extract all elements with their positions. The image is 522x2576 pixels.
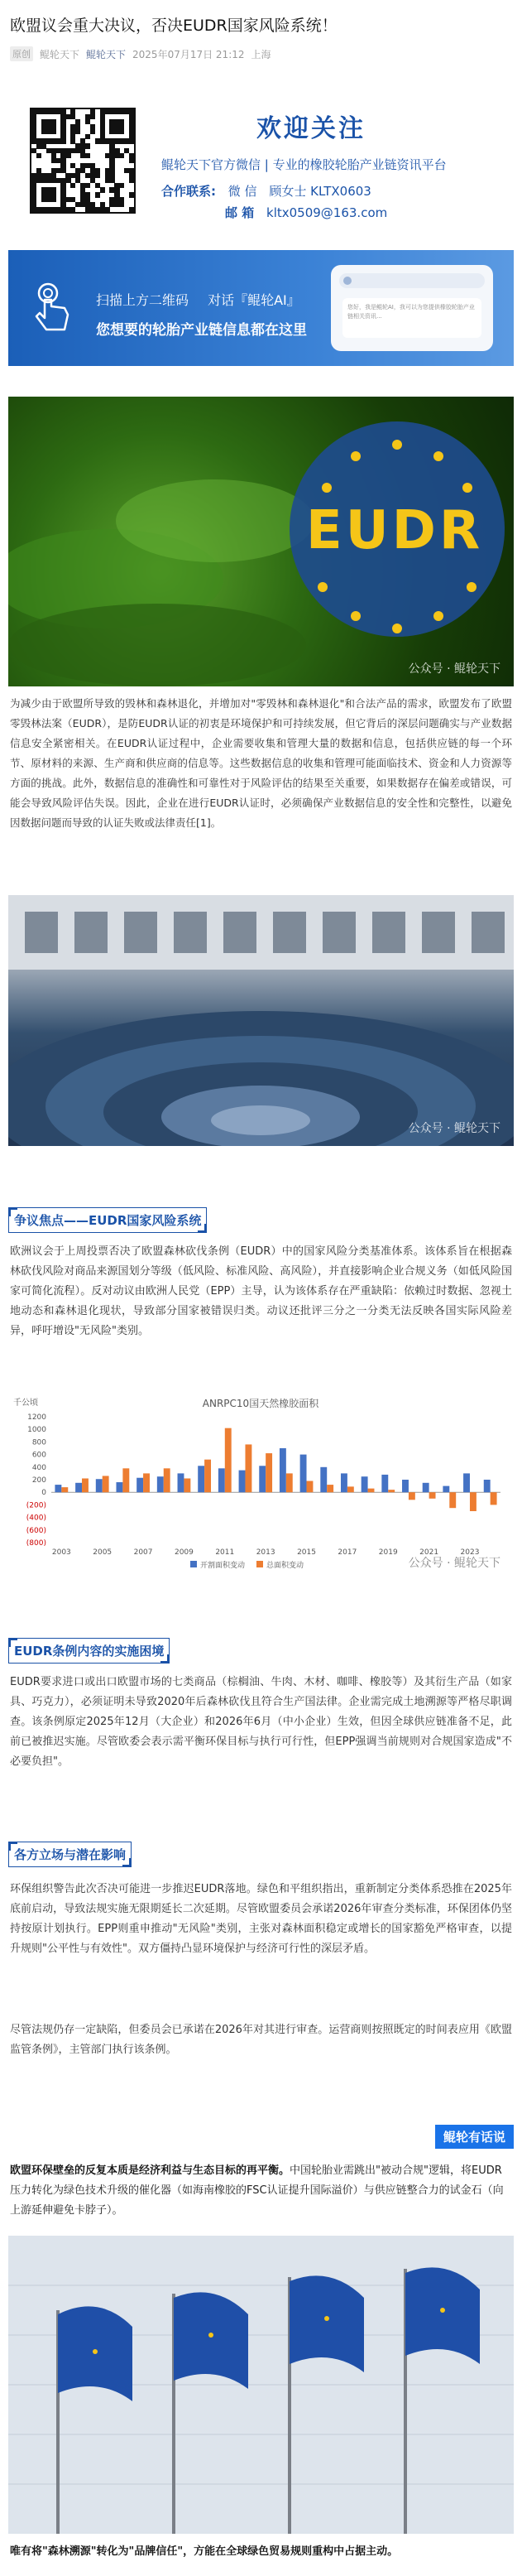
qr-cell [105,207,110,212]
chart-bar [55,1485,61,1492]
contact-label: 合作联系: [161,184,216,199]
parliament-photo [8,895,514,1146]
chart-bar [61,1487,68,1492]
eudr-photo [8,397,514,686]
qr-cell [95,173,100,178]
chart-ytick-label: (200) [26,1501,46,1510]
qr-cell [129,158,134,163]
wechat-value: 顾女士 KLTX0603 [269,184,371,199]
chart-xtick-label: 2023 [460,1548,480,1557]
chart-xtick-label: 2009 [174,1548,194,1557]
chart-watermark: 公众号 · 鲲轮天下 [408,1557,500,1570]
chat-bubble: 您好，我是鲲轮AI，我可以为您提供橡胶轮胎产业链相关资讯... [342,298,481,338]
chart-bar [259,1466,266,1492]
parliament-illustration [8,895,514,1146]
chart-bar [443,1486,449,1493]
chart-xtick-label: 2005 [93,1548,113,1557]
chart-legend-label: 总面积变动 [266,1562,304,1570]
qr-cell [90,114,95,119]
chart-legend-swatch [190,1561,197,1567]
chart-bar [204,1460,211,1493]
qr-cell [51,197,56,202]
qr-cell [129,178,134,183]
chart-bar [198,1466,204,1492]
chart-bar [307,1481,314,1493]
chart-ytick-label: (400) [26,1514,46,1523]
paragraph-positions: 环保组织警告此次否决可能进一步推迟EUDR落地。绿色和平组织指出，重新制定分类体系恐推在2025年底前启动，导致法规实施无限期延长二次延期。尽管欧盟委员会承诺2026年审查分类标准，环保团体仍坚持按原计划执行。EPP则重申推动"无风险"类别，主张对森林面积稳定或增长的国家豁免严格审查，以提升规则"公平性与有效性"。双方僵持凸显环境保护与经济可行性的深层矛盾。 [10,1883,512,1955]
qr-cell [85,134,90,139]
chart-xtick-label: 2019 [378,1548,398,1557]
chart-bar [136,1478,143,1492]
chart-bar [429,1492,436,1499]
eu-flags-photo [8,2236,514,2534]
paragraph-review: 尽管法规仍存一定缺陷，但委员会已承诺在2026年对其进行审查。运营商则按照既定的时间表应用《欧盟监管条例》，主管部门执行该条例。 [10,2024,512,2056]
conclusion-bold: 唯有将"森林溯源"转化为"品牌信任"，方能在全球绿色贸易规则重构中占据主动。 [10,2545,399,2558]
chart-xtick-label: 2013 [256,1548,275,1557]
chart-xtick-label: 2011 [215,1548,235,1557]
watermark: 公众号 · 鲲轮天下 [408,662,500,676]
chart-bar [116,1482,122,1492]
chart-ytick-label: 600 [31,1451,46,1460]
banner-line-1 [96,290,300,309]
chart-bar [75,1483,82,1492]
chart-bar [184,1478,190,1492]
qr-cell [95,192,100,197]
chart-bar [239,1471,246,1493]
chart-bar [300,1455,307,1493]
qr-cell [100,187,105,192]
chart-xtick-label: 2007 [133,1548,153,1557]
chart-bar [122,1468,129,1492]
chart-bar [96,1479,103,1492]
eudr-text: EUDR [306,500,484,561]
opinion-rest: 中国轮胎业需跳出"被动合规"逻辑，将EUDR压力转化为绿色技术升级的催化器（如海南橡胶的FSC认证提升国际溢价）与供应链整合力的试金石（向上游延伸避免卡脖子）。 [10,2164,504,2217]
chat-header-bar [339,273,485,288]
chart-bar [470,1492,477,1511]
section-heading-2: EUDR条例内容的实施困境 [8,1638,170,1664]
chart-xtick-label: 2021 [419,1548,439,1557]
email-label: 邮 箱 [225,205,255,220]
scan-text: 扫描上方二维码 [96,292,189,308]
chart-ytick-label: 1000 [27,1426,46,1435]
chart-bar [484,1480,491,1492]
qr-cell [129,138,134,143]
chart-bar [381,1475,388,1492]
chart-ytick-label: 400 [31,1463,46,1472]
chart-ytick-label: 800 [31,1438,46,1447]
chart-svg [8,1387,514,1577]
chart-bar [368,1489,375,1493]
article-title: 欧盟议会重大决议，否决EUDR国家风险系统！ [10,17,338,35]
qr-cell [129,192,134,197]
chart-bar [164,1468,170,1492]
chart-bar [388,1490,395,1492]
chart-ytick-label: 0 [41,1489,46,1498]
wechat-label: 微 信 [227,184,257,199]
chart-ytick-label: 1200 [27,1413,46,1422]
chart-legend-swatch [256,1561,263,1567]
welcome-title: 欢迎关注 [256,114,366,143]
qr-cell [90,129,95,134]
chart-xtick-label: 2015 [297,1548,316,1557]
chart-bar [409,1492,415,1500]
chart-bar [491,1492,497,1505]
chart-bar [423,1483,429,1492]
chart-bar [143,1473,150,1492]
eu-flags-illustration [8,2236,514,2534]
article-meta [10,46,271,61]
email-contact [225,204,387,221]
section-heading-1: 争议焦点——EUDR国家风险系统 [8,1207,207,1233]
welcome-card [8,83,514,248]
chart-bar [280,1448,286,1492]
chart-bar [327,1485,333,1492]
chart-title: ANRPC10国天然橡胶面积 [202,1398,319,1409]
chart-bar [157,1476,164,1492]
wechat-contact [161,182,371,200]
chart-bar [103,1476,109,1492]
chart-xtick-label: 2017 [338,1548,357,1557]
qr-cell [85,153,90,158]
chart-bar [225,1428,232,1493]
rubber-area-chart [8,1387,514,1577]
qr-cell [60,138,65,143]
chart-bar [320,1467,327,1492]
paragraph-controversy: 欧洲议会于上周投票否决了欧盟森林砍伐条例（EUDR）中的国家风险分类基准体系。该体系旨在根据森林砍伐风险对商品来源国划分等级（低风险、标准风险、高风险），并直接影响企业合规义务（如低风险国家可简化流程）。反对动议由欧洲人民党（EPP）主导，认为该体系存在严重缺陷：依赖过时数据、忽视土地动态和森林退化现状，导致部分国家被错误归类。动议还批评三分之一分类无法反映各国实际风险差异，呼吁增设"无风险"类别。 [10,1245,512,1337]
chart-bar [178,1473,184,1492]
author-name: 鲲轮天下 [40,48,80,60]
banner-line-2: 您想要的轮胎产业链信息都在这里 [96,322,307,339]
chart-bar [245,1444,251,1492]
welcome-subtitle: 鲲轮天下官方微信 | 专业的橡胶轮胎产业链资讯平台 [161,157,447,172]
qr-cell [65,153,70,158]
publish-location: 上海 [251,48,271,60]
account-link[interactable]: 鲲轮天下 [86,48,127,60]
chart-bar [362,1476,368,1492]
original-badge: 原创 [10,46,33,61]
chart-bar [286,1473,293,1492]
chat-preview-card [331,265,493,351]
chart-bar [463,1473,470,1492]
qr-cell [119,129,124,134]
qr-cell [36,153,41,158]
qr-cell [119,202,124,207]
qr-cell [85,143,90,148]
chart-legend-label: 开割面积变动 [200,1562,246,1570]
qr-cell [75,129,80,134]
ai-banner[interactable] [8,250,514,366]
qr-cell [70,183,75,188]
chart-bar [218,1468,225,1492]
section-heading-3: 各方立场与潜在影响 [8,1842,132,1867]
chart-xtick-label: 2003 [51,1548,71,1557]
paragraph-opinion [10,2161,512,2221]
chart-bar [347,1486,354,1492]
publish-date: 2025年07月17日 21:12 [132,48,245,60]
paragraph-conclusion [10,2542,512,2562]
qr-code-icon[interactable] [30,108,136,214]
qr-cell [70,207,75,212]
qr-cell [85,183,90,188]
qr-cell [51,129,56,134]
chart-ylabel: 千公顷 [13,1399,38,1408]
watermark: 公众号 · 鲲轮天下 [408,1122,500,1135]
dialog-text: 对话『鲲轮AI』 [208,292,300,308]
qr-cell [129,207,134,212]
chart-bar [402,1480,409,1492]
email-value: kltx0509@163.com [266,205,388,220]
chart-ytick-label: (800) [26,1539,46,1548]
chart-bar [82,1478,89,1492]
tap-hand-icon [31,282,74,335]
opinion-bold: 欧盟环保壁垒的反复本质是经济利益与生态目标的再平衡。 [10,2164,290,2177]
qr-cell [119,153,124,158]
chart-bar [449,1492,456,1508]
chart-ytick-label: 200 [31,1476,46,1485]
qr-cell [119,183,124,188]
chart-bar [341,1473,347,1492]
paragraph-implementation: EUDR要求进口或出口欧盟市场的七类商品（棕榈油、牛肉、木材、咖啡、橡胶等）及其衍生产品（如家具、巧克力），必须证明未导致2020年后森林砍伐且符合生产国法律。企业需完成土地溯源等严格尽职调查。该条例原定2025年12月（大企业）和2026年6月（中小企业）生效，但因全球供应链准备不足，此前已被推迟实施。尽管欧委会表示需平衡环保目标与执行可行性，但EPP强调当前规则对合规国家造成"不必要负担"。 [10,1676,512,1768]
paragraph-intro: 为减少由于欧盟所导致的毁林和森林退化，并增加对"零毁林和森林退化"和合法产品的需求，欧盟发布了欧盟零毁林法案（EUDR），是防EUDR认证的初衷是环境保护和可持续发展，但它背后的深层问题确实与产业数据信息安全紧密相关。在EUDR认证过程中，企业需要收集和管理大量的数据和信息，包括供应链的每一个环节、原材料的来源、生产商和供应商的信息等。这些数据信息的收集和管理可能面临技术、资金和人力资源等方面的挑战。此外，数据信息的准确性和可靠性对于风险评估的结果至关重要，如果数据存在偏差或错误，可能会导致风险评估失误。因此，企业在进行EUDR认证时，必须确保产业数据信息的安全性和完整性，以避免因数据问题而导致的认证失败或法律责任[1]。 [10,697,512,829]
chart-ytick-label: (600) [26,1526,46,1535]
chart-bar [266,1453,272,1492]
opinion-tag: 鲲轮有话说 [435,2125,514,2149]
